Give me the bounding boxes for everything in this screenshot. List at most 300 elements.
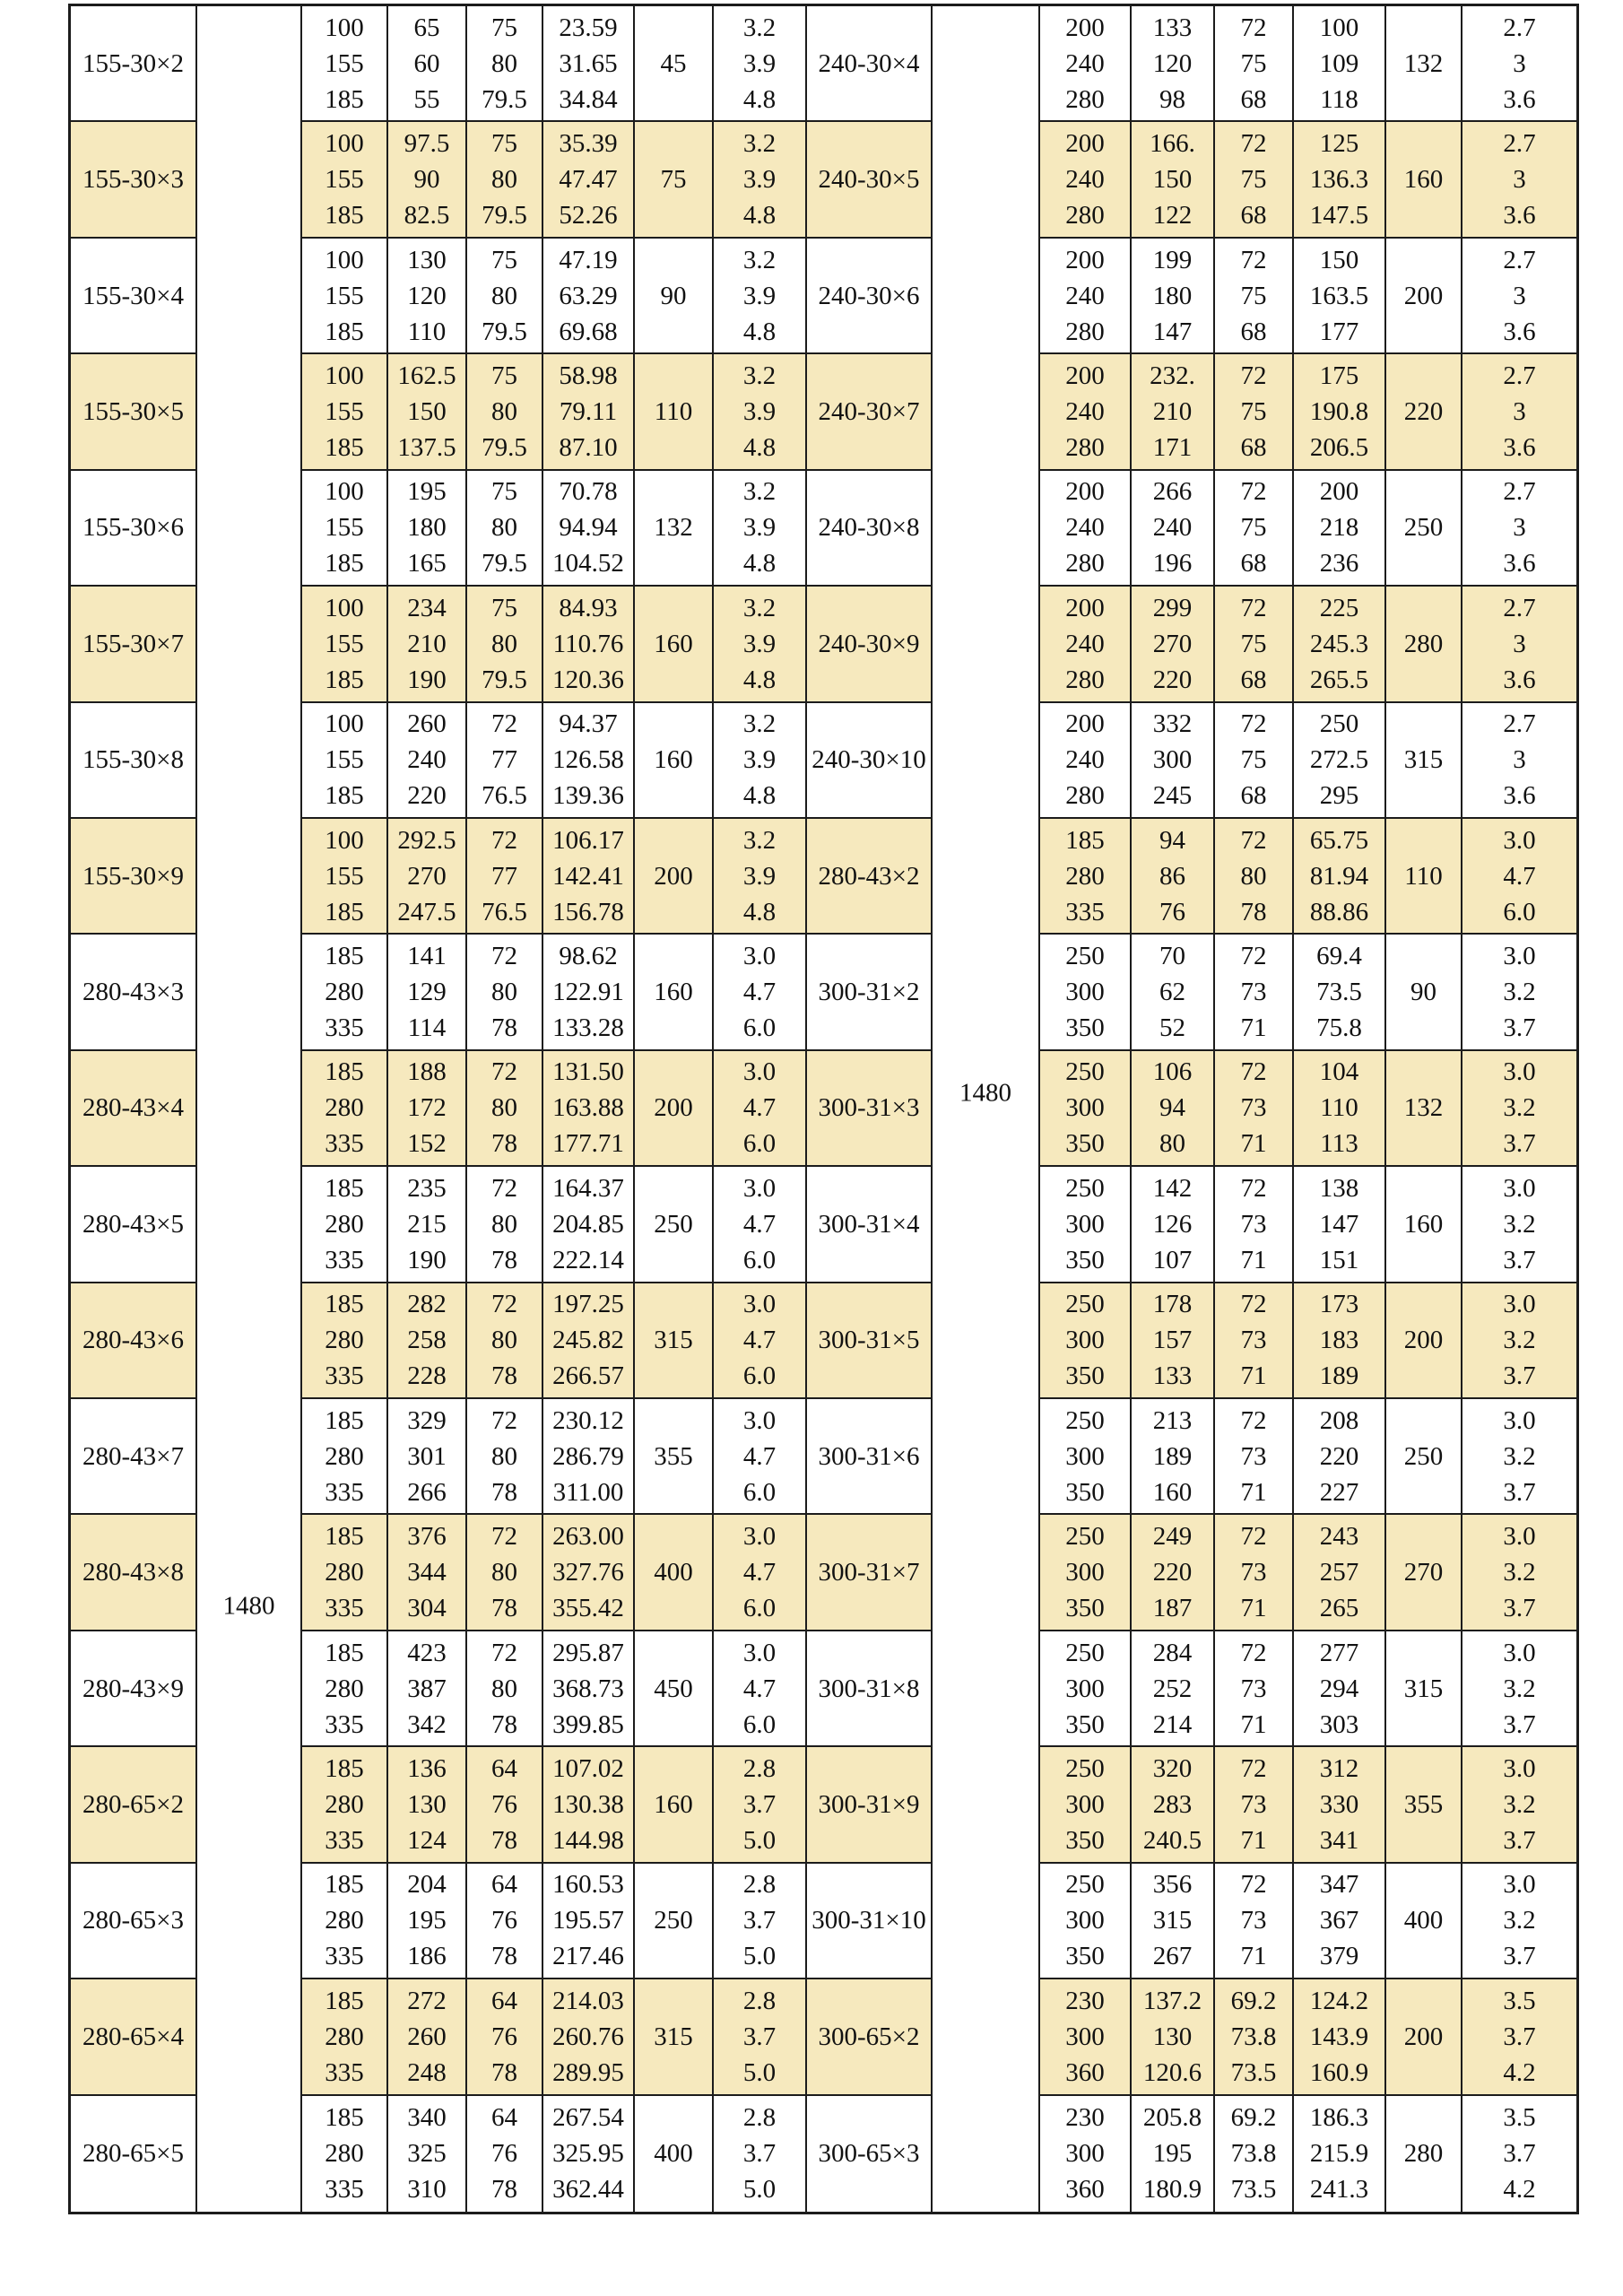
eff-value: 78 <box>491 1013 517 1043</box>
eff-value: 72 <box>1240 1870 1267 1900</box>
left-head-cell <box>388 1864 467 1979</box>
right-npsh-cell <box>1462 1979 1576 2095</box>
eff-value: 73 <box>1240 1674 1267 1703</box>
eff-value: 64 <box>491 1986 517 2015</box>
eff-value: 71 <box>1240 1942 1267 1971</box>
power-value: 144.98 <box>552 1826 624 1856</box>
head-value: 114 <box>407 1013 447 1043</box>
power-value: 220 <box>1319 1441 1359 1471</box>
flow-value: 200 <box>1065 361 1105 390</box>
flow-value: 250 <box>1065 1522 1105 1552</box>
eff-value: 77 <box>491 745 517 775</box>
head-value: 249 <box>1152 1522 1193 1552</box>
flow-value: 100 <box>325 825 364 855</box>
flow-value: 280 <box>325 1209 364 1239</box>
power-value: 183 <box>1319 1326 1359 1355</box>
power-value: 104.52 <box>552 549 624 578</box>
left-motor-cell <box>635 239 714 354</box>
power-value: 272.5 <box>1309 745 1369 775</box>
npsh-value: 6.0 <box>742 1245 777 1274</box>
eff-value: 71 <box>1240 1361 1267 1391</box>
eff-value: 73 <box>1240 1558 1267 1587</box>
left-rpm-value: 1480 <box>222 1591 275 1621</box>
motor-value: 400 <box>654 2139 693 2169</box>
eff-value: 80 <box>491 629 517 658</box>
eff-value: 72 <box>491 1173 517 1203</box>
motor-value: 315 <box>654 2022 693 2051</box>
left-head-cell <box>388 239 467 354</box>
head-value: 136 <box>407 1754 447 1784</box>
motor-value: 270 <box>1403 1558 1444 1587</box>
power-value: 143.9 <box>1309 2022 1369 2051</box>
right-power-cell <box>1294 354 1386 470</box>
head-value: 267 <box>1152 1942 1193 1971</box>
flow-value: 350 <box>1065 1361 1105 1391</box>
left-head-cell <box>388 587 467 702</box>
head-value: 129 <box>407 978 447 1007</box>
npsh-value: 3 <box>1513 745 1526 775</box>
eff-value: 79.5 <box>482 665 527 694</box>
motor-value: 160 <box>654 745 693 775</box>
power-value: 104 <box>1319 1057 1359 1087</box>
head-value: 258 <box>407 1326 447 1355</box>
right-flow-cell <box>1040 1283 1132 1399</box>
motor-value: 250 <box>1403 513 1444 543</box>
npsh-value: 2.7 <box>1503 709 1536 739</box>
eff-value: 80 <box>491 1674 517 1703</box>
power-value: 177 <box>1319 317 1359 346</box>
left-npsh-cell <box>714 1515 807 1631</box>
head-value: 270 <box>1152 629 1193 658</box>
left-flow-cell <box>302 1864 388 1979</box>
left-flow-cell <box>302 587 388 702</box>
flow-value: 155 <box>325 629 364 658</box>
left-model-cell <box>71 1051 197 1167</box>
flow-value: 335 <box>325 1013 364 1043</box>
left-motor-cell <box>635 819 714 935</box>
power-value: 120.36 <box>552 665 624 694</box>
eff-value: 78 <box>491 2175 517 2205</box>
left-npsh-cell <box>714 1631 807 1747</box>
eff-value: 78 <box>491 1826 517 1856</box>
model-value: 300-31×9 <box>818 1790 920 1820</box>
left-npsh-cell <box>714 6 807 122</box>
head-value: 344 <box>407 1558 447 1587</box>
flow-value: 335 <box>325 1942 364 1971</box>
eff-value: 76 <box>491 1790 517 1820</box>
right-flow-cell <box>1040 471 1132 587</box>
flow-value: 350 <box>1065 1709 1105 1739</box>
right-npsh-cell <box>1462 1167 1576 1283</box>
left-power-cell <box>543 354 635 470</box>
eff-value: 71 <box>1240 1245 1267 1274</box>
left-npsh-cell <box>714 1399 807 1515</box>
model-value: 300-31×8 <box>818 1674 920 1703</box>
left-motor-cell <box>635 471 714 587</box>
eff-value: 80 <box>491 1326 517 1355</box>
left-eff-cell <box>467 1631 543 1747</box>
npsh-value: 3.6 <box>1503 665 1536 694</box>
right-npsh-cell <box>1462 1051 1576 1167</box>
right-model-cell <box>807 122 933 238</box>
power-value: 200 <box>1319 477 1359 507</box>
eff-value: 73.5 <box>1230 2175 1277 2205</box>
eff-value: 75 <box>1240 396 1267 426</box>
eff-value: 75 <box>1240 48 1267 78</box>
right-power-cell <box>1294 819 1386 935</box>
head-value: 157 <box>1152 1326 1193 1355</box>
power-value: 399.85 <box>552 1709 624 1739</box>
eff-value: 75 <box>491 593 517 622</box>
flow-value: 185 <box>325 1638 364 1667</box>
left-flow-cell <box>302 819 388 935</box>
model-value: 240-30×8 <box>818 513 920 543</box>
model-value: 280-43×4 <box>82 1093 184 1123</box>
flow-value: 335 <box>325 2175 364 2205</box>
left-model-cell <box>71 1979 197 2095</box>
head-value: 215 <box>407 1209 447 1239</box>
head-value: 189 <box>1152 1441 1193 1471</box>
head-value: 110 <box>407 317 447 346</box>
head-value: 133 <box>1152 13 1193 42</box>
head-value: 60 <box>413 48 440 78</box>
right-npsh-cell <box>1462 1515 1576 1631</box>
left-npsh-cell <box>714 1051 807 1167</box>
right-power-cell <box>1294 587 1386 702</box>
power-value: 147 <box>1319 1209 1359 1239</box>
eff-value: 68 <box>1240 549 1267 578</box>
eff-value: 80 <box>491 48 517 78</box>
motor-value: 280 <box>1403 629 1444 658</box>
left-npsh-cell <box>714 587 807 702</box>
left-eff-cell <box>467 239 543 354</box>
left-model-cell <box>71 354 197 470</box>
model-value: 280-43×6 <box>82 1326 184 1355</box>
eff-value: 72 <box>1240 361 1267 390</box>
power-value: 142.41 <box>552 861 624 891</box>
right-motor-cell <box>1386 1167 1462 1283</box>
flow-value: 280 <box>1065 84 1105 114</box>
left-rpm-merged-cell <box>197 6 302 2212</box>
flow-value: 200 <box>1065 593 1105 622</box>
left-flow-cell <box>302 1515 388 1631</box>
motor-value: 75 <box>660 165 687 195</box>
npsh-value: 3.7 <box>742 1790 777 1820</box>
left-model-cell <box>71 1747 197 1863</box>
left-head-cell <box>388 935 467 1050</box>
power-value: 295.87 <box>552 1638 624 1667</box>
power-value: 118 <box>1320 84 1358 114</box>
left-power-cell <box>543 703 635 819</box>
power-value: 34.84 <box>559 84 618 114</box>
left-power-cell <box>543 6 635 122</box>
left-motor-cell <box>635 6 714 122</box>
left-motor-cell <box>635 587 714 702</box>
left-npsh-cell <box>714 2096 807 2212</box>
power-value: 47.19 <box>559 245 618 274</box>
right-eff-cell <box>1215 239 1294 354</box>
model-value: 155-30×8 <box>82 745 184 775</box>
head-value: 62 <box>1159 978 1185 1007</box>
npsh-value: 4.8 <box>742 432 777 462</box>
motor-value: 355 <box>654 1441 693 1471</box>
right-power-cell <box>1294 703 1386 819</box>
eff-value: 80 <box>1240 861 1267 891</box>
power-value: 260.76 <box>552 2022 624 2051</box>
flow-value: 240 <box>1065 513 1105 543</box>
right-flow-cell <box>1040 819 1132 935</box>
head-value: 220 <box>1152 1558 1193 1587</box>
npsh-value: 3.9 <box>742 745 777 775</box>
flow-value: 250 <box>1065 1754 1105 1784</box>
flow-value: 100 <box>325 361 364 390</box>
left-model-cell <box>71 1515 197 1631</box>
eff-value: 72 <box>1240 1057 1267 1087</box>
head-value: 204 <box>407 1870 447 1900</box>
power-value: 79.11 <box>559 396 618 426</box>
flow-value: 280 <box>1065 201 1105 230</box>
eff-value: 72 <box>1240 1173 1267 1203</box>
right-power-cell <box>1294 1631 1386 1747</box>
flow-value: 350 <box>1065 1942 1105 1971</box>
eff-value: 72 <box>491 1405 517 1435</box>
npsh-value: 5.0 <box>742 2175 777 2205</box>
flow-value: 240 <box>1065 629 1105 658</box>
power-value: 330 <box>1319 1790 1359 1820</box>
npsh-value: 2.7 <box>1503 477 1536 507</box>
flow-value: 200 <box>1065 245 1105 274</box>
flow-value: 335 <box>325 2057 364 2087</box>
right-npsh-cell <box>1462 819 1576 935</box>
eff-value: 75 <box>491 477 517 507</box>
flow-value: 335 <box>325 1477 364 1507</box>
right-motor-cell <box>1386 471 1462 587</box>
left-head-cell <box>388 122 467 238</box>
right-power-cell <box>1294 1399 1386 1515</box>
power-value: 156.78 <box>552 897 624 926</box>
left-model-cell <box>71 1283 197 1399</box>
flow-value: 280 <box>325 2022 364 2051</box>
right-power-cell <box>1294 1515 1386 1631</box>
eff-value: 64 <box>491 1754 517 1784</box>
eff-value: 75 <box>1240 629 1267 658</box>
head-value: 376 <box>407 1522 447 1552</box>
power-value: 286.79 <box>552 1441 624 1471</box>
power-value: 367 <box>1319 1906 1359 1935</box>
npsh-value: 3.0 <box>1503 1290 1536 1319</box>
left-power-cell <box>543 1167 635 1283</box>
head-value: 195 <box>1152 2139 1193 2169</box>
head-value: 260 <box>407 2022 447 2051</box>
left-model-cell <box>71 1864 197 1979</box>
right-eff-cell <box>1215 1747 1294 1863</box>
flow-value: 200 <box>1065 129 1105 159</box>
flow-value: 185 <box>325 317 364 346</box>
right-head-cell <box>1132 1051 1215 1167</box>
head-value: 130 <box>1152 2022 1193 2051</box>
left-model-cell <box>71 239 197 354</box>
left-model-cell <box>71 703 197 819</box>
power-value: 177.71 <box>552 1129 624 1159</box>
npsh-value: 3.2 <box>1503 1558 1536 1587</box>
right-model-cell <box>807 1864 933 1979</box>
npsh-value: 4.8 <box>742 781 777 811</box>
right-motor-cell <box>1386 354 1462 470</box>
right-model-cell <box>807 1747 933 1863</box>
flow-value: 335 <box>1065 897 1105 926</box>
right-head-cell <box>1132 354 1215 470</box>
right-eff-cell <box>1215 6 1294 122</box>
right-flow-cell <box>1040 239 1132 354</box>
model-value: 300-65×3 <box>818 2139 920 2169</box>
npsh-value: 3.7 <box>1503 1477 1536 1507</box>
flow-value: 250 <box>1065 1290 1105 1319</box>
left-eff-cell <box>467 1515 543 1631</box>
npsh-value: 3.0 <box>1503 1638 1536 1667</box>
right-eff-cell <box>1215 1979 1294 2095</box>
flow-value: 240 <box>1065 396 1105 426</box>
left-model-cell <box>71 471 197 587</box>
head-value: 329 <box>407 1405 447 1435</box>
eff-value: 72 <box>491 1290 517 1319</box>
right-eff-cell <box>1215 354 1294 470</box>
flow-value: 240 <box>1065 745 1105 775</box>
head-value: 147 <box>1152 317 1193 346</box>
model-value: 155-30×5 <box>82 396 184 426</box>
power-value: 230.12 <box>552 1405 624 1435</box>
head-value: 133 <box>1152 1361 1193 1391</box>
motor-value: 200 <box>654 1093 693 1123</box>
npsh-value: 3.2 <box>1503 1790 1536 1820</box>
head-value: 195 <box>407 477 447 507</box>
flow-value: 155 <box>325 861 364 891</box>
head-value: 235 <box>407 1173 447 1203</box>
npsh-value: 3.2 <box>1503 1093 1536 1123</box>
head-value: 76 <box>1159 897 1185 926</box>
head-value: 80 <box>1159 1129 1185 1159</box>
right-eff-cell <box>1215 122 1294 238</box>
right-power-cell <box>1294 122 1386 238</box>
left-flow-cell <box>302 239 388 354</box>
left-motor-cell <box>635 935 714 1050</box>
head-value: 292.5 <box>397 825 456 855</box>
flow-value: 300 <box>1065 2139 1105 2169</box>
head-value: 120 <box>407 281 447 310</box>
npsh-value: 3.2 <box>1503 1906 1536 1935</box>
npsh-value: 3.0 <box>1503 942 1536 971</box>
flow-value: 280 <box>325 1326 364 1355</box>
flow-value: 185 <box>325 201 364 230</box>
left-power-cell <box>543 819 635 935</box>
npsh-value: 3.0 <box>742 1522 777 1552</box>
power-value: 195.57 <box>552 1906 624 1935</box>
right-head-cell <box>1132 819 1215 935</box>
power-value: 130.38 <box>552 1790 624 1820</box>
eff-value: 71 <box>1240 1594 1267 1623</box>
npsh-value: 3.7 <box>1503 1826 1536 1856</box>
head-value: 310 <box>407 2175 447 2205</box>
motor-value: 315 <box>654 1326 693 1355</box>
npsh-value: 4.7 <box>742 1326 777 1355</box>
right-npsh-cell <box>1462 471 1576 587</box>
flow-value: 200 <box>1065 709 1105 739</box>
right-eff-cell <box>1215 1399 1294 1515</box>
eff-value: 72 <box>491 1057 517 1087</box>
eff-value: 78 <box>491 1129 517 1159</box>
eff-value: 75 <box>1240 513 1267 543</box>
flow-value: 280 <box>1065 665 1105 694</box>
power-value: 47.47 <box>559 165 618 195</box>
right-motor-cell <box>1386 1747 1462 1863</box>
model-value: 280-65×2 <box>82 1790 184 1820</box>
motor-value: 250 <box>1403 1441 1444 1471</box>
power-value: 222.14 <box>552 1245 624 1274</box>
flow-value: 250 <box>1065 1173 1105 1203</box>
model-value: 280-43×8 <box>82 1558 184 1587</box>
power-value: 75.8 <box>1316 1013 1362 1043</box>
right-npsh-cell <box>1462 1631 1576 1747</box>
eff-value: 73 <box>1240 1209 1267 1239</box>
npsh-value: 3.6 <box>1503 317 1536 346</box>
eff-value: 75 <box>1240 165 1267 195</box>
left-eff-cell <box>467 1864 543 1979</box>
flow-value: 350 <box>1065 1245 1105 1274</box>
eff-value: 80 <box>491 1558 517 1587</box>
right-motor-cell <box>1386 703 1462 819</box>
power-value: 160.53 <box>552 1870 624 1900</box>
flow-value: 335 <box>325 1245 364 1274</box>
eff-value: 73 <box>1240 1906 1267 1935</box>
left-motor-cell <box>635 1747 714 1863</box>
head-value: 320 <box>1152 1754 1193 1784</box>
power-value: 138 <box>1319 1173 1359 1203</box>
npsh-value: 3.9 <box>742 165 777 195</box>
motor-value: 160 <box>1403 165 1444 195</box>
right-motor-cell <box>1386 1979 1462 2095</box>
right-model-cell <box>807 703 933 819</box>
eff-value: 72 <box>1240 1290 1267 1319</box>
flow-value: 250 <box>1065 1638 1105 1667</box>
model-value: 280-43×7 <box>82 1441 184 1471</box>
left-head-cell <box>388 354 467 470</box>
left-model-cell <box>71 1167 197 1283</box>
right-flow-cell <box>1040 354 1132 470</box>
right-head-cell <box>1132 471 1215 587</box>
motor-value: 250 <box>654 1209 693 1239</box>
flow-value: 185 <box>325 1405 364 1435</box>
eff-value: 72 <box>491 709 517 739</box>
power-value: 312 <box>1319 1754 1359 1784</box>
npsh-value: 3.0 <box>1503 1057 1536 1087</box>
left-head-cell <box>388 1979 467 2095</box>
right-flow-cell <box>1040 2096 1132 2212</box>
left-npsh-cell <box>714 1167 807 1283</box>
head-value: 240 <box>1152 513 1193 543</box>
power-value: 160.9 <box>1309 2057 1369 2087</box>
motor-value: 400 <box>654 1558 693 1587</box>
flow-value: 185 <box>325 1173 364 1203</box>
npsh-value: 4.7 <box>742 1674 777 1703</box>
flow-value: 250 <box>1065 1057 1105 1087</box>
left-flow-cell <box>302 122 388 238</box>
eff-value: 80 <box>491 1441 517 1471</box>
npsh-value: 6.0 <box>742 1129 777 1159</box>
head-value: 245 <box>1152 781 1193 811</box>
npsh-value: 3.7 <box>1503 2139 1536 2169</box>
model-value: 240-30×7 <box>818 396 920 426</box>
head-value: 260 <box>407 709 447 739</box>
flow-value: 280 <box>325 2139 364 2169</box>
